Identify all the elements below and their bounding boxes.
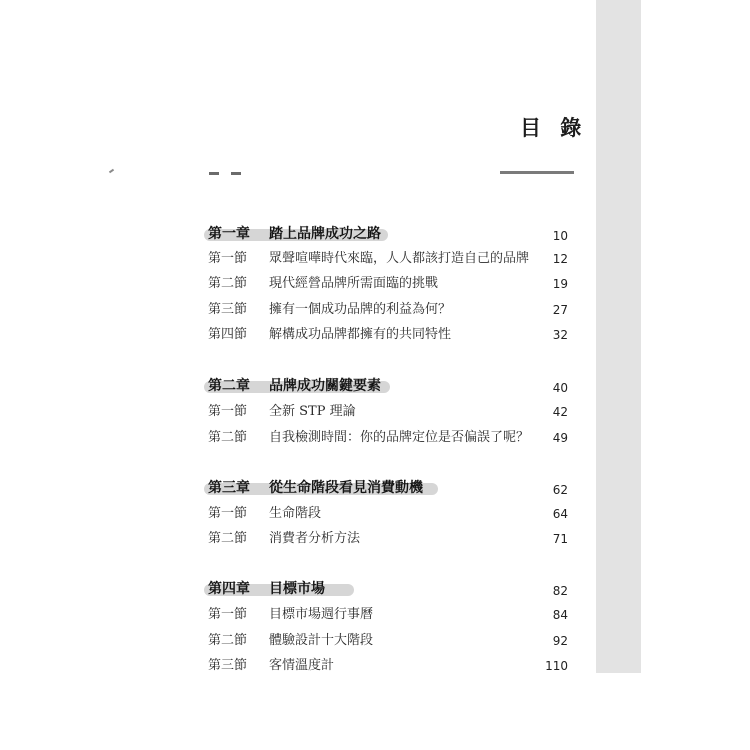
section-title: 全新 STP 理論 xyxy=(269,404,356,419)
section-label: 第二節 xyxy=(208,430,248,445)
chapter-title: 品牌成功關鍵要素 xyxy=(269,378,381,394)
section-page-number: 110 xyxy=(545,659,568,673)
toc-section-row[interactable] xyxy=(208,274,568,294)
chapter-page-number: 40 xyxy=(552,381,568,395)
decorative-mark xyxy=(109,169,114,174)
section-title: 體驗設計十大階段 xyxy=(269,633,374,648)
section-title: 消費者分析方法 xyxy=(269,531,361,546)
chapter-title: 目標市場 xyxy=(269,581,325,597)
section-title: 擁有一個成功品牌的利益為何？ xyxy=(269,302,452,317)
side-margin-band xyxy=(596,0,641,673)
toc-section-row[interactable] xyxy=(208,529,568,549)
toc-section-row[interactable] xyxy=(208,631,568,651)
chapter-label: 第四章 xyxy=(208,581,250,597)
toc-chapter-row[interactable] xyxy=(208,376,568,396)
toc-chapter-row[interactable] xyxy=(208,579,568,599)
section-page-number: 71 xyxy=(552,532,568,546)
section-title: 眾聲喧嘩時代來臨，人人都該打造自己的品牌 xyxy=(269,251,530,266)
toc-section-row[interactable] xyxy=(208,656,568,676)
toc-section-row[interactable] xyxy=(208,325,568,345)
section-page-number: 92 xyxy=(552,634,568,648)
toc-section-row[interactable] xyxy=(208,605,568,625)
section-label: 第一節 xyxy=(208,251,248,266)
section-label: 第二節 xyxy=(208,633,248,648)
section-title: 生命階段 xyxy=(269,506,322,521)
section-title: 目標市場週行事曆 xyxy=(269,607,374,622)
chapter-page-number: 62 xyxy=(552,483,568,497)
chapter-page-number: 10 xyxy=(552,229,568,243)
toc-chapter-row[interactable] xyxy=(208,478,568,498)
chapter-label: 第二章 xyxy=(208,378,250,394)
section-page-number: 42 xyxy=(552,405,568,419)
section-label: 第一節 xyxy=(208,607,248,622)
decorative-dash xyxy=(231,172,241,175)
section-page-number: 12 xyxy=(552,252,568,266)
toc-section-row[interactable] xyxy=(208,300,568,320)
section-label: 第二節 xyxy=(208,531,248,546)
chapter-title: 踏上品牌成功之路 xyxy=(269,226,381,242)
section-page-number: 64 xyxy=(552,507,568,521)
section-label: 第四節 xyxy=(208,327,248,342)
chapter-page-number: 82 xyxy=(552,584,568,598)
section-title: 解構成功品牌都擁有的共同特性 xyxy=(269,327,452,342)
section-page-number: 84 xyxy=(552,608,568,622)
section-page-number: 49 xyxy=(552,431,568,445)
section-label: 第一節 xyxy=(208,404,248,419)
section-label: 第三節 xyxy=(208,658,248,673)
toc-section-row[interactable] xyxy=(208,402,568,422)
toc-section-row[interactable] xyxy=(208,249,568,269)
toc-chapter-row[interactable] xyxy=(208,224,568,244)
toc-section-row[interactable] xyxy=(208,504,568,524)
title-underline xyxy=(500,171,574,174)
section-label: 第二節 xyxy=(208,276,248,291)
decorative-dash xyxy=(209,172,219,175)
chapter-title: 從生命階段看見消費動機 xyxy=(269,480,423,496)
page-title: 目 錄 xyxy=(520,116,588,140)
section-page-number: 27 xyxy=(552,303,568,317)
section-label: 第一節 xyxy=(208,506,248,521)
toc-section-row[interactable] xyxy=(208,428,568,448)
chapter-label: 第三章 xyxy=(208,480,250,496)
section-label: 第三節 xyxy=(208,302,248,317)
section-title: 自我檢測時間：你的品牌定位是否偏誤了呢？ xyxy=(269,430,530,445)
section-title: 客情溫度計 xyxy=(269,658,335,673)
section-page-number: 19 xyxy=(552,277,568,291)
chapter-label: 第一章 xyxy=(208,226,250,242)
section-page-number: 32 xyxy=(552,328,568,342)
section-title: 現代經營品牌所需面臨的挑戰 xyxy=(269,276,439,291)
